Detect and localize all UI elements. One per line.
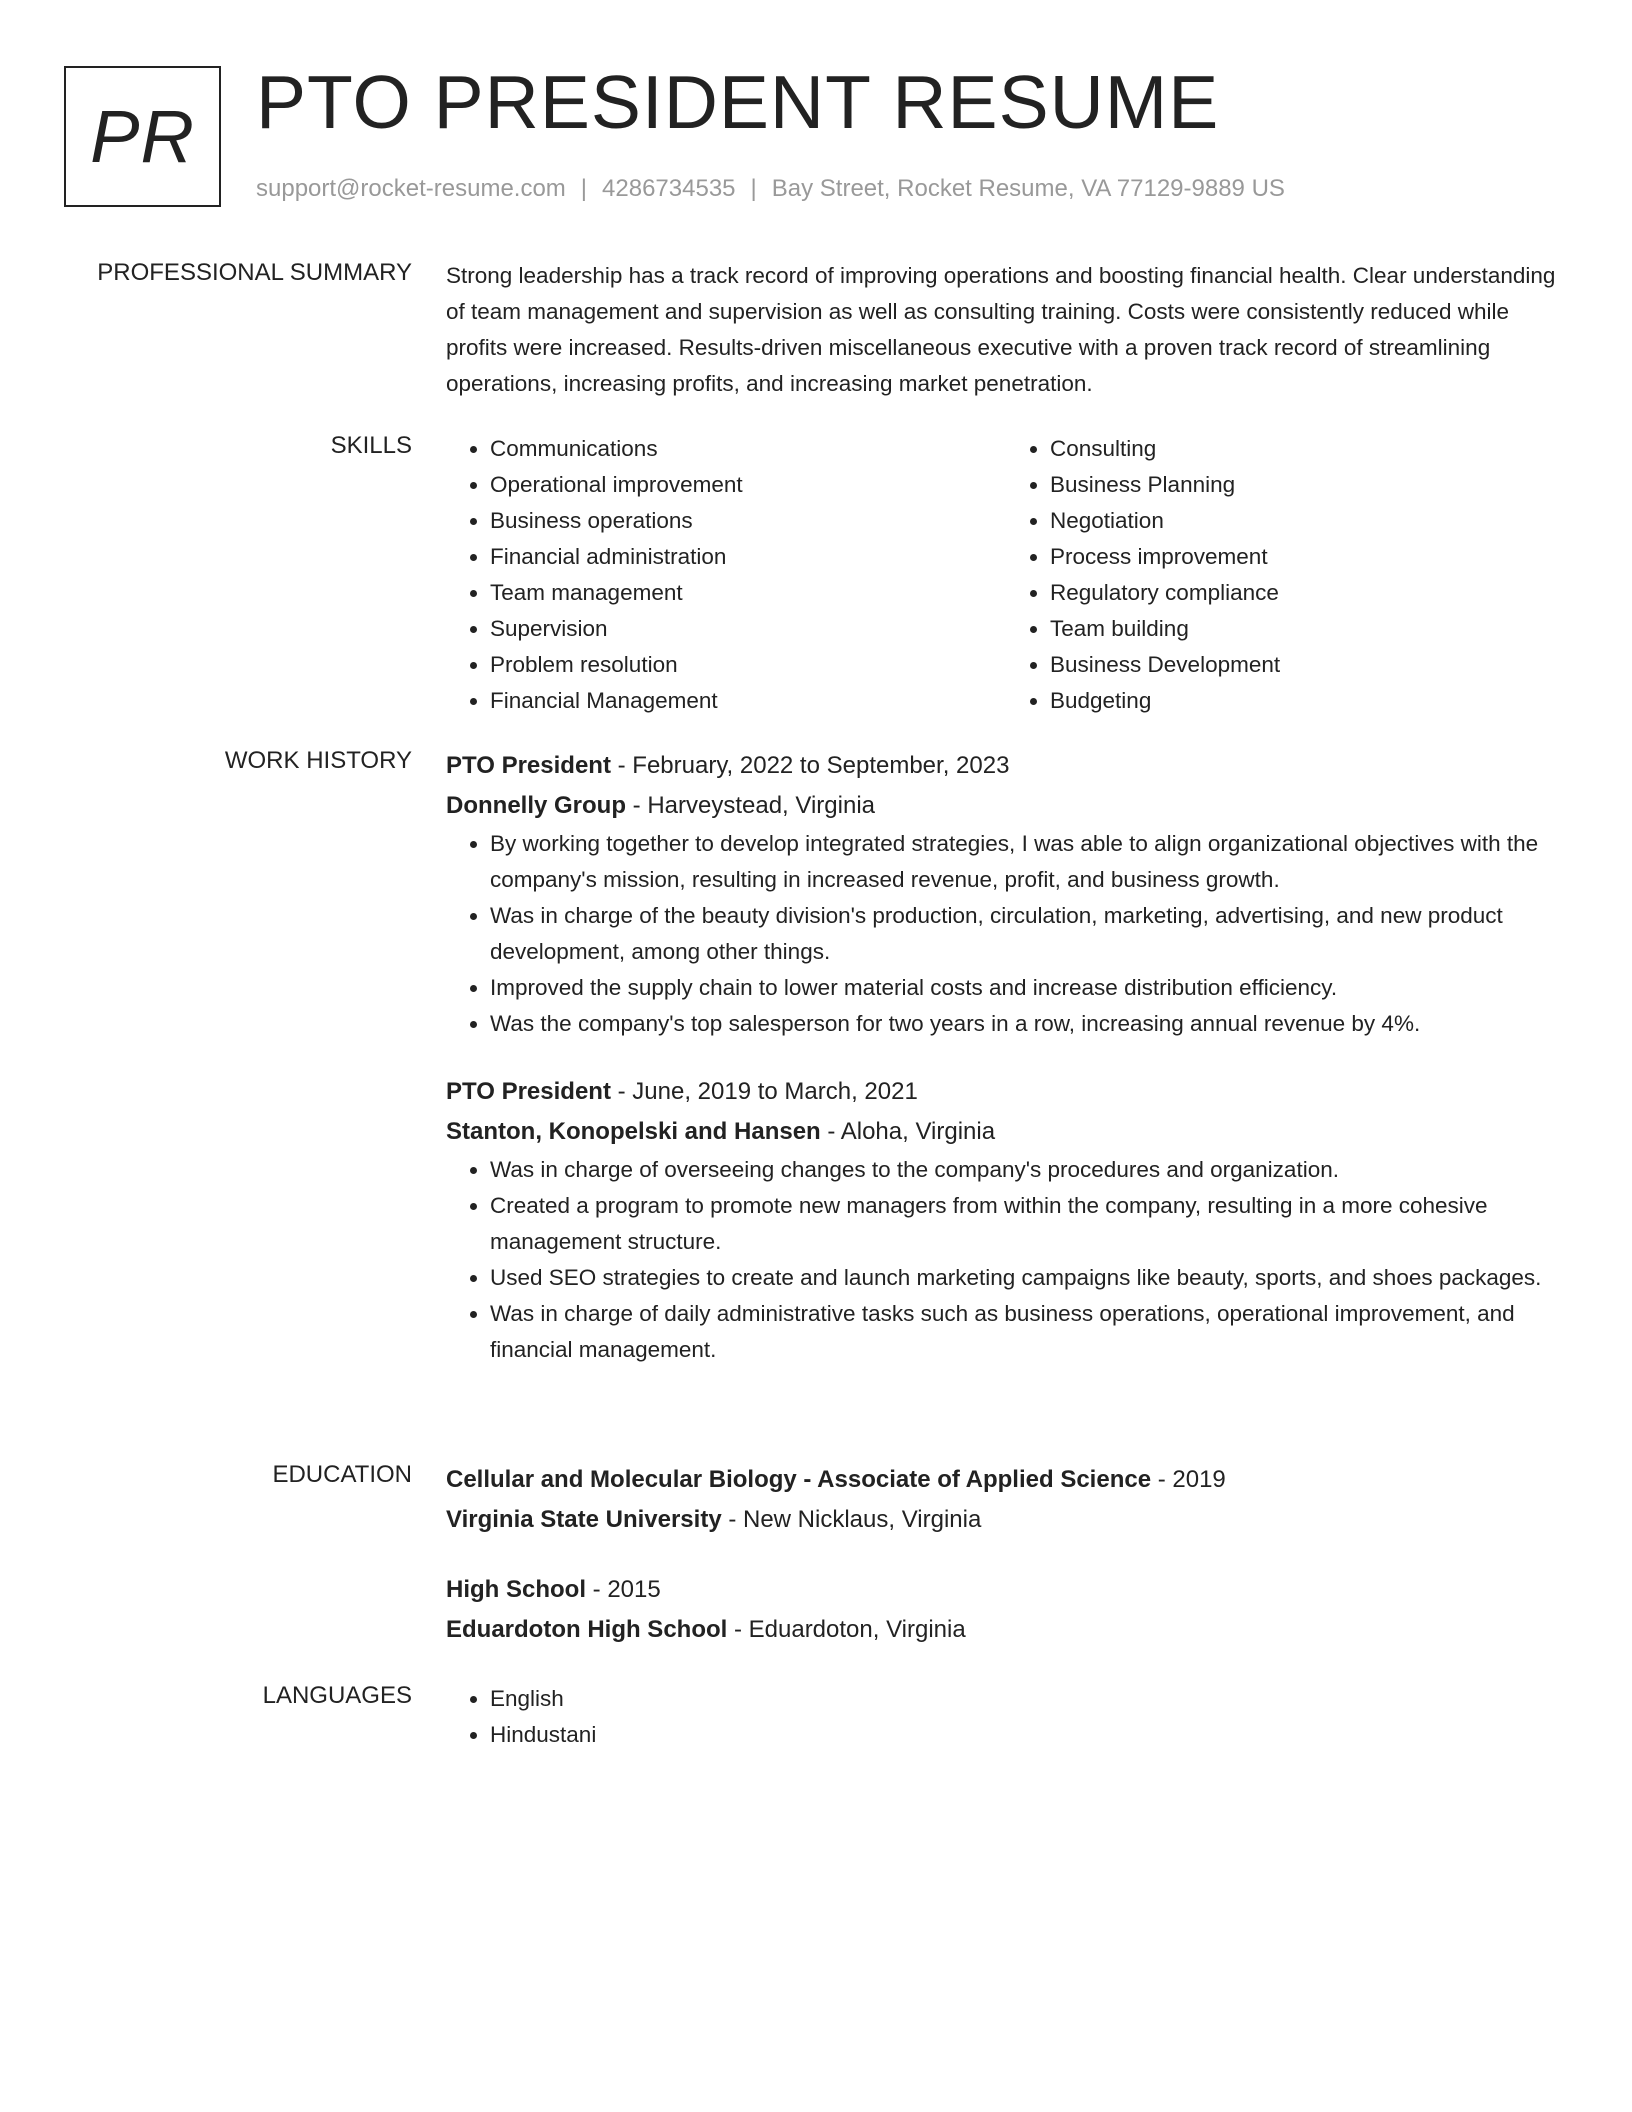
job-bullet: • Was the company's top salesperson for two years in a row, increasing annual revenue by 4%. [490, 1006, 1566, 1042]
skill-item: • Operational improvement [490, 467, 1006, 503]
work-body [446, 746, 1566, 1368]
job-bullets [446, 1152, 1566, 1368]
job-entry [446, 1072, 1566, 1368]
summary-text: Strong leadership has a track record of improving operations and boosting financial health. Clear understanding of team management and supervision as well as consulting training. Costs were consistently reduced while profits were increased. Results-driven miscellaneous executive with a proven track record of streamlining operations, increasing profits, and increasing market penetration. [446, 263, 1556, 396]
languages-list [446, 1681, 1566, 1753]
skill-item: • Business operations [490, 503, 1006, 539]
skills-list-left [446, 431, 1006, 719]
contact-address: Bay Street, Rocket Resume, VA 77129-9889 US [771, 175, 1285, 202]
edu-location: - Eduardoton, Virginia [727, 1616, 966, 1643]
skill-item: • Budgeting [1050, 683, 1566, 719]
edu-year: - 2019 [1151, 1466, 1226, 1493]
edu-school: Virginia State University [446, 1506, 722, 1533]
skill-item: • Regulatory compliance [1050, 575, 1566, 611]
job-bullet: • Was in charge of overseeing changes to the company's procedures and organization. [490, 1152, 1566, 1188]
edu-school: Eduardoton High School [446, 1616, 728, 1643]
language-item: • English [490, 1681, 1566, 1717]
job-dates: - February, 2022 to September, 2023 [610, 752, 1010, 779]
edu-degree: High School [446, 1576, 586, 1603]
contact-separator: | [750, 175, 757, 202]
edu-location: - New Nicklaus, Virginia [721, 1506, 982, 1533]
edu-degree-line [446, 1570, 1566, 1610]
language-item: • Hindustani [490, 1717, 1566, 1753]
skill-item: • Process improvement [1050, 539, 1566, 575]
skills-body [446, 431, 1566, 719]
job-bullet: • By working together to develop integrated strategies, I was able to align organizational objectives with the company's mission, resulting in increased revenue, profit, and business growth. [490, 826, 1566, 898]
skill-item: • Negotiation [1050, 503, 1566, 539]
skill-item: • Financial Management [490, 683, 1006, 719]
section-label-skills: SKILLS [330, 432, 412, 459]
languages-body [446, 1681, 1566, 1753]
job-title: PTO President [446, 1078, 611, 1105]
contact-line [256, 174, 1285, 204]
contact-separator: | [580, 175, 588, 202]
skill-item: • Financial administration [490, 539, 1006, 575]
job-dates: - June, 2019 to March, 2021 [610, 1078, 918, 1105]
skill-item: • Consulting [1050, 431, 1566, 467]
edu-degree: Cellular and Molecular Biology - Associate of Applied Science [446, 1466, 1152, 1493]
job-bullets [446, 826, 1566, 1042]
section-label-summary: PROFESSIONAL SUMMARY [97, 259, 412, 286]
job-title-line [446, 1072, 1566, 1112]
job-bullet: • Was in charge of the beauty division's production, circulation, marketing, advertising, and new product development, among other things. [490, 898, 1566, 970]
job-location: - Harveystead, Virginia [626, 792, 875, 819]
job-entry [446, 746, 1566, 1042]
skill-item: • Communications [490, 431, 1006, 467]
job-title-line [446, 746, 1566, 786]
contact-phone: 4286734535 [602, 175, 736, 202]
job-bullet: • Improved the supply chain to lower material costs and increase distribution efficiency. [490, 970, 1566, 1006]
edu-year: - 2015 [586, 1576, 661, 1603]
edu-school-line [446, 1610, 1566, 1650]
education-entry [446, 1570, 1566, 1650]
job-company-line [446, 1112, 1566, 1152]
job-bullet: • Was in charge of daily administrative tasks such as business operations, operational improvement, and financial management. [490, 1296, 1566, 1368]
section-label-education: EDUCATION [272, 1461, 412, 1488]
section-label-languages: LANGUAGES [262, 1682, 412, 1709]
job-bullet: • Created a program to promote new managers from within the company, resulting in a more cohesive management structure. [490, 1188, 1566, 1260]
summary-body [446, 258, 1566, 402]
job-company: Donnelly Group [446, 792, 626, 819]
monogram-logo: PR [64, 66, 221, 207]
job-company: Stanton, Konopelski and Hansen [446, 1118, 821, 1145]
job-bullet: • Used SEO strategies to create and launch marketing campaigns like beauty, sports, and shoes packages. [490, 1260, 1566, 1296]
resume-title: PTO PRESIDENT RESUME [256, 60, 1220, 144]
skill-item: • Business Development [1050, 647, 1566, 683]
contact-email: support@rocket-resume.com [256, 175, 566, 202]
job-location: - Aloha, Virginia [820, 1118, 996, 1145]
skill-item: • Business Planning [1050, 467, 1566, 503]
education-body [446, 1460, 1566, 1650]
edu-degree-line [446, 1460, 1566, 1500]
job-company-line [446, 786, 1566, 826]
education-entry [446, 1460, 1566, 1540]
job-title: PTO President [446, 752, 611, 779]
skill-item: • Problem resolution [490, 647, 1006, 683]
skill-item: • Team building [1050, 611, 1566, 647]
skill-item: • Team management [490, 575, 1006, 611]
skill-item: • Supervision [490, 611, 1006, 647]
section-label-work: WORK HISTORY [224, 747, 412, 774]
edu-school-line [446, 1500, 1566, 1540]
skills-list-right [1006, 431, 1566, 719]
